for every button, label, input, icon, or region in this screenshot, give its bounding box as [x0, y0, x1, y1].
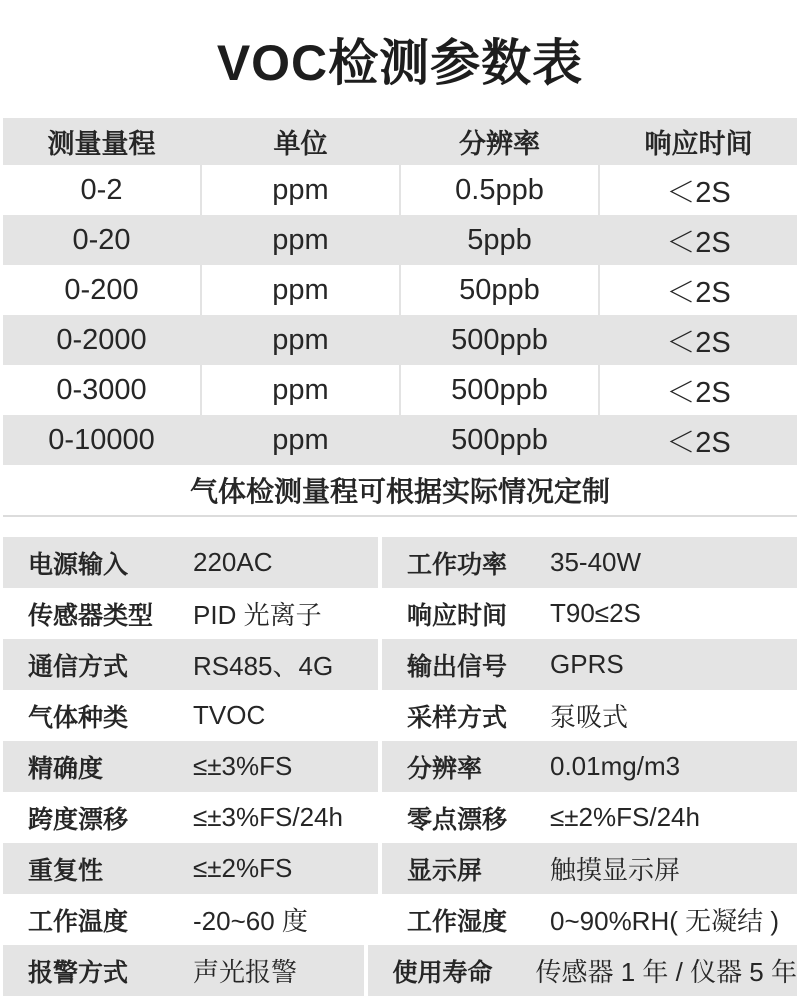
unit-cell: ppm: [272, 323, 329, 356]
param-value: 声光报警: [193, 957, 298, 987]
table-header-row: [3, 118, 797, 165]
param-label: 精确度: [28, 754, 104, 783]
resolution-cell: 5ppb: [467, 223, 532, 256]
param-cell: [3, 792, 378, 843]
param-label: 响应时间: [407, 601, 508, 630]
unit-cell: ppm: [272, 423, 329, 456]
param-value: 传感器 1 年 / 仪器 5 年: [535, 957, 797, 987]
param-label: 报警方式: [28, 958, 129, 987]
param-row: [3, 741, 797, 792]
response-cell: ＜2S: [598, 165, 797, 215]
table-row: [3, 165, 797, 215]
range-cell: 0-2000: [56, 323, 147, 356]
param-label: 气体种类: [28, 703, 129, 732]
section-gap: [0, 517, 800, 537]
table-row: [3, 215, 797, 265]
table-row: [3, 415, 797, 465]
param-label: 重复性: [28, 856, 104, 885]
range-cell: 0-200: [64, 273, 139, 306]
param-cell: [382, 639, 797, 690]
customization-note: 气体检测量程可根据实际情况定制: [3, 465, 797, 515]
param-value: RS485、4G: [193, 651, 334, 681]
param-cell: [3, 690, 378, 741]
param-cell: [3, 894, 378, 945]
param-cell: [3, 843, 378, 894]
param-value: ≤±3%FS: [193, 751, 293, 781]
page-title: VOC检测参数表: [216, 35, 584, 91]
param-cell: [382, 537, 797, 588]
range-cell: 0-2: [80, 173, 123, 206]
param-label: 零点漂移: [407, 805, 508, 834]
header-response-time: 响应时间: [644, 129, 753, 159]
param-label: 跨度漂移: [28, 805, 129, 834]
response-cell: ＜2S: [666, 226, 731, 259]
param-label: 采样方式: [407, 703, 508, 732]
resolution-cell: 50ppb: [399, 265, 598, 315]
resolution-cell: 0.5ppb: [399, 165, 598, 215]
param-row: [3, 588, 797, 639]
param-value: ≤±2%FS: [193, 853, 293, 883]
param-value: 泵吸式: [550, 702, 629, 732]
range-cell: 0-10000: [48, 423, 155, 456]
device-parameters-table: [3, 537, 797, 996]
table-row: [3, 365, 797, 415]
param-label: 使用寿命: [392, 958, 493, 987]
table-row: [3, 265, 797, 315]
param-cell: [3, 639, 378, 690]
param-row: [3, 945, 797, 996]
param-cell: [3, 588, 378, 639]
param-value: 0~90%RH( 无凝结 ): [550, 906, 779, 936]
unit-cell: ppm: [200, 265, 399, 315]
param-row: [3, 690, 797, 741]
resolution-cell: 500ppb: [451, 323, 548, 356]
header-resolution: 分辨率: [459, 129, 540, 159]
param-label: 电源输入: [28, 550, 129, 579]
param-cell: [3, 945, 364, 996]
unit-cell: ppm: [200, 165, 399, 215]
param-cell: [382, 792, 797, 843]
measurement-range-table: [3, 118, 797, 515]
param-value: -20~60 度: [193, 906, 308, 936]
param-row: [3, 537, 797, 588]
table-row: [3, 315, 797, 365]
param-value: ≤±2%FS/24h: [550, 802, 700, 832]
unit-cell: ppm: [272, 223, 329, 256]
param-value: 0.01mg/m3: [550, 751, 681, 781]
header-unit: 单位: [273, 129, 328, 159]
response-cell: ＜2S: [666, 426, 731, 459]
param-row: [3, 639, 797, 690]
param-cell: [368, 945, 798, 996]
response-cell: ＜2S: [598, 265, 797, 315]
resolution-cell: 500ppb: [451, 423, 548, 456]
param-value: T90≤2S: [550, 598, 641, 628]
param-row: [3, 792, 797, 843]
param-row: [3, 894, 797, 945]
unit-cell: ppm: [200, 365, 399, 415]
param-cell: [382, 588, 797, 639]
param-label: 输出信号: [407, 652, 508, 681]
param-cell: [382, 690, 797, 741]
param-cell: [3, 537, 378, 588]
param-cell: [382, 843, 797, 894]
param-value: 触摸显示屏: [550, 855, 681, 885]
param-value: TVOC: [193, 700, 266, 730]
param-value: ≤±3%FS/24h: [193, 802, 343, 832]
response-cell: ＜2S: [666, 326, 731, 359]
param-value: 220AC: [193, 547, 273, 577]
header-measure-range: 测量量程: [47, 129, 156, 159]
param-cell: [382, 894, 797, 945]
param-label: 传感器类型: [28, 601, 154, 630]
param-value: PID 光离子: [193, 600, 322, 630]
resolution-cell: 500ppb: [399, 365, 598, 415]
range-cell: 0-3000: [56, 373, 147, 406]
param-label: 分辨率: [407, 754, 483, 783]
param-row: [3, 843, 797, 894]
param-label: 工作温度: [28, 907, 129, 936]
param-cell: [382, 741, 797, 792]
param-label: 通信方式: [28, 652, 129, 681]
title-bar: [0, 0, 800, 118]
param-value: GPRS: [550, 649, 624, 679]
param-value: 35-40W: [550, 547, 642, 577]
range-cell: 0-20: [72, 223, 131, 256]
response-cell: ＜2S: [598, 365, 797, 415]
param-label: 显示屏: [407, 856, 483, 885]
param-cell: [3, 741, 378, 792]
param-label: 工作湿度: [407, 907, 508, 936]
param-label: 工作功率: [407, 550, 508, 579]
